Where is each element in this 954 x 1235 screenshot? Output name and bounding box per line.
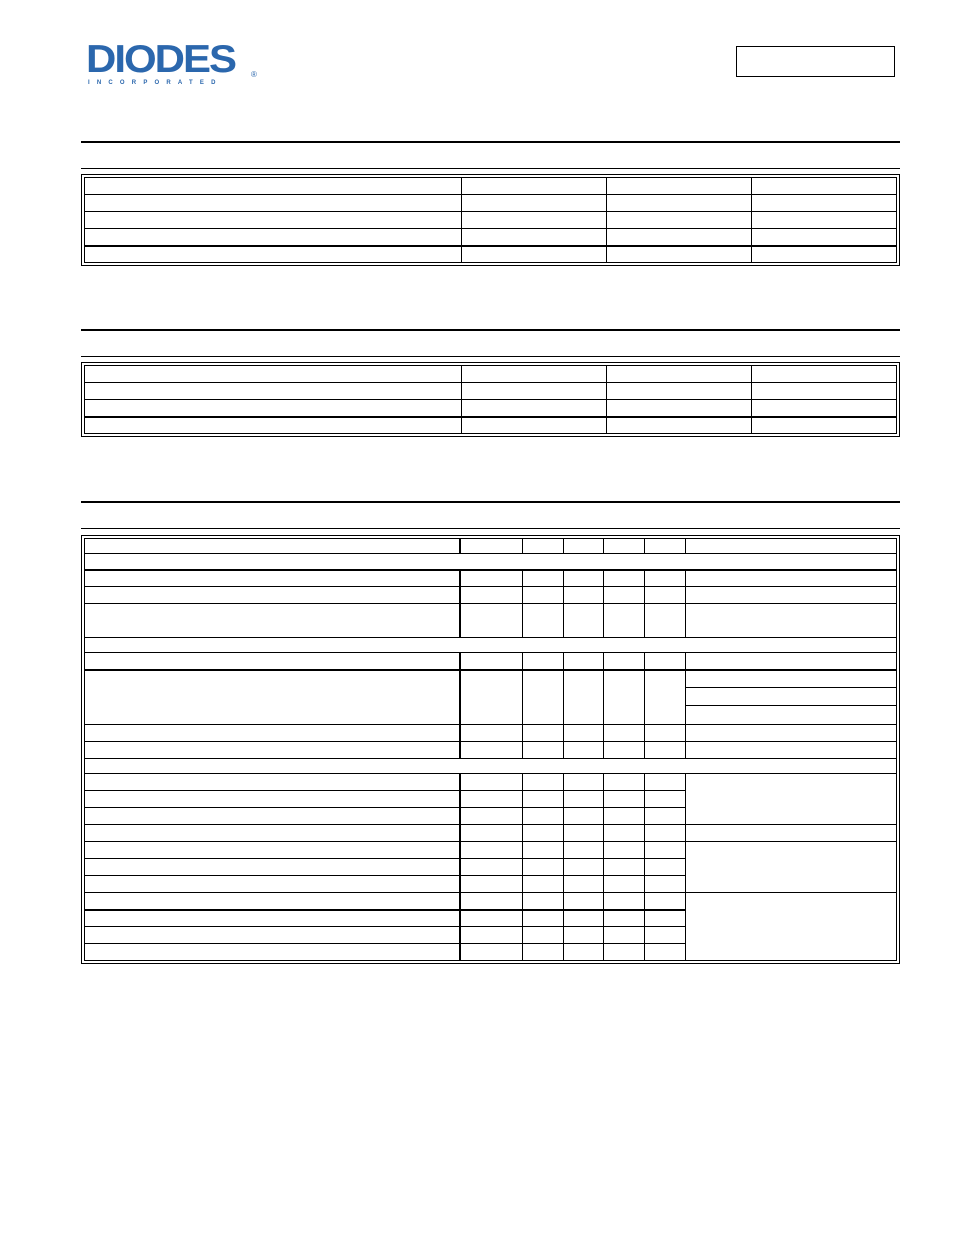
table-row — [85, 570, 897, 587]
table-row — [85, 246, 897, 263]
table-row — [85, 212, 897, 229]
group-row — [85, 759, 897, 774]
section-3-bottom-rule — [81, 528, 900, 529]
table-row — [85, 587, 897, 604]
table-row — [85, 725, 897, 742]
logo-wordmark: DIODES — [86, 37, 236, 81]
part-number-box — [736, 46, 895, 77]
table-row — [85, 774, 897, 791]
group-row — [85, 638, 897, 653]
table-row — [85, 383, 897, 400]
table-row — [85, 604, 897, 638]
table-row — [85, 653, 897, 670]
logo-subtext: INCORPORATED — [88, 80, 223, 86]
table-row — [85, 893, 897, 910]
table-row — [85, 742, 897, 759]
table-row — [85, 670, 897, 688]
section-2-bottom-rule — [81, 356, 900, 357]
table-row — [85, 366, 897, 383]
section-2-top-rule — [81, 329, 900, 331]
table-row — [85, 825, 897, 842]
table-row — [85, 417, 897, 434]
table-row — [85, 229, 897, 246]
diodes-logo — [86, 37, 258, 88]
group-row — [85, 554, 897, 570]
table-row — [85, 178, 897, 195]
table-header-row — [85, 539, 897, 554]
section-1-bottom-rule — [81, 168, 900, 169]
section-1-table — [84, 177, 897, 263]
registered-mark: ® — [251, 70, 257, 79]
table-row — [85, 842, 897, 859]
table-row — [85, 400, 897, 417]
section-3-table — [84, 538, 897, 961]
section-3-top-rule — [81, 501, 900, 503]
section-2-table — [84, 365, 897, 434]
section-1-top-rule — [81, 141, 900, 143]
table-row — [85, 195, 897, 212]
